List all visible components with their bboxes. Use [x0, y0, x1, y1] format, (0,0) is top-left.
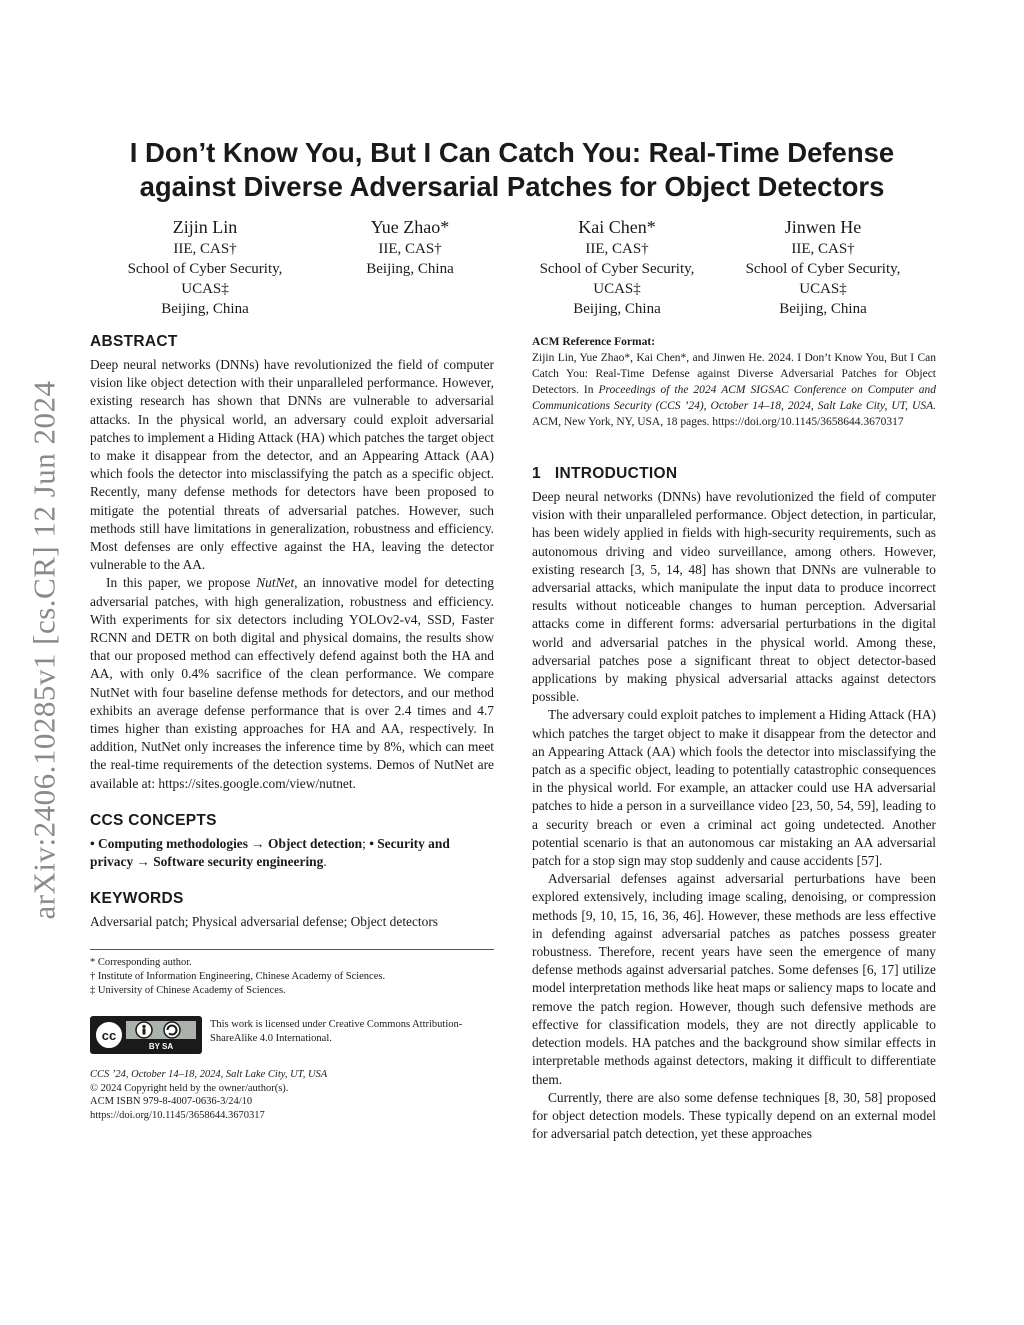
- author-affiliation: UCAS‡: [181, 281, 229, 297]
- keywords-text: Adversarial patch; Physical adversarial defense; Object detectors: [90, 914, 439, 930]
- author-affiliation: IIE, CAS†: [585, 241, 649, 257]
- author-name: Zijin Lin: [172, 217, 238, 237]
- author-block: [728, 216, 918, 319]
- right-column: [532, 336, 936, 1143]
- acm-ref-authors: Zijin Lin, Yue Zhao*, Kai Chen*, and Jinwen He. 2024. I Don’t Know You, But I Can Catch You: Real-Time Defense against Diverse Adversarial Patches for Object Detectors. In: [532, 352, 936, 396]
- arxiv-stamp: [10, 360, 80, 940]
- abstract-paragraph-1: Deep neural networks (DNNs) have revolutionized the field of computer vision like object detection with their unparalleled performance. However, existing research has shown that DNNs are vulnerable to adversarial attacks. In the physical world, an adversary could exploit adversarial patches to implement a Hiding Attack (HA) which patches the target object to make it disappear from the detector, and an Appearing Attack (AA) which fools the detector into misclassifying the patch as a specific object. Recently, many defense methods for detectors have been proposed to mitigate the potential threats of adversarial patches. However, such methods still have limitations in generalization, robustness and efficiency. Most defenses are only effective against the HA, leaving the detector vulnerable to the AA.: [90, 357, 494, 573]
- author-location: Beijing, China: [161, 301, 249, 317]
- author-affiliation: School of Cyber Security,: [745, 261, 901, 277]
- isbn: ACM ISBN 979-8-4007-0636-3/24/10: [90, 1096, 253, 1108]
- section-number: 1: [532, 465, 541, 482]
- acm-ref-proceedings: Proceedings of the 2024 ACM SIGSAC Conference on Computer and Communications Security (CCS ’24), October 14–18, 2024, Salt Lake City, UT, USA.: [532, 384, 936, 412]
- abstract-text: , an innovative model for detecting adversarial patches, with high generalization, robustness and efficiency. With experiments for six detectors including YOLOv2-v4, SSD, Faster RCNN and DETR on both digital and physical domains, the results show that our proposed method can effectively defend against both the HA and AA, with only 0.4% sacrifice of the clean performance. We compare NutNet with four baseline defense methods for detectors, and our method exhibits an average defense performance that is over 2.4 times and 4.7 times higher than existing approaches for HA and AA, respectively. In addition, NutNet only increases the inference time by 8%, which can meet the real-time requirements of the detection systems. Demos of NutNet are available at: https://sites.google.com/view/nutnet.: [90, 575, 494, 791]
- copyright: © 2024 Copyright held by the owner/author(s).: [90, 1082, 289, 1094]
- author-affiliation: School of Cyber Security,: [539, 261, 695, 277]
- footnotes: [90, 949, 494, 998]
- author-affiliation: IIE, CAS†: [378, 241, 442, 257]
- footnote: * Corresponding author.: [90, 957, 192, 969]
- footnote: ‡ University of Chinese Academy of Sciences.: [90, 985, 286, 997]
- author-name: Jinwen He: [784, 217, 862, 237]
- acm-reference-text: [532, 350, 936, 430]
- nutnet-emphasis: NutNet: [256, 575, 295, 591]
- section-title: INTRODUCTION: [554, 465, 678, 482]
- footnote: † Institute of Information Engineering, Chinese Academy of Sciences.: [90, 971, 386, 983]
- ccs-separator: ;: [362, 835, 370, 851]
- author-affiliation: School of Cyber Security,: [127, 261, 283, 277]
- author-location: Beijing, China: [779, 301, 867, 317]
- ccs-end: .: [323, 854, 327, 870]
- author-block: [325, 216, 495, 279]
- author-block: [522, 216, 712, 319]
- keywords-heading: KEYWORDS: [90, 890, 184, 908]
- abstract-text: In this paper, we propose: [106, 575, 257, 591]
- svg-text:cc: cc: [101, 1028, 117, 1044]
- author-block: [110, 216, 300, 319]
- author-name: Yue Zhao*: [370, 217, 450, 237]
- intro-paragraph-4: Currently, there are also some defense techniques [8, 30, 58] proposed for object detection models. These typically depend on an external model for adversarial patch detection, yet these approaches: [532, 1089, 936, 1142]
- author-affiliation: IIE, CAS†: [791, 241, 855, 257]
- intro-paragraph-1: Deep neural networks (DNNs) have revolutionized the field of computer vision with their unparalleled performance. Object detection, in particular, has been widely applied in fields with high-security requirements, such as autonomous driving and video surveillance, among others. However, existing research [3, 5, 14, 48] has shown that DNNs are vulnerable to adversarial attacks, which manipulate the input data to produce incorrect results without noticeable changes to human perception. Adversarial attacks come in different forms: adversarial perturbations in the digital world and adversarial patches in the physical world. Among these, adversarial patches pose a significant threat to object detector-based applications by making physical adversarial attacks against detectors possible.: [532, 489, 936, 705]
- author-location: Beijing, China: [573, 301, 661, 317]
- title-line-2: against Diverse Adversarial Patches for Object Detectors: [139, 171, 885, 202]
- intro-paragraph-3: Adversarial defenses against adversarial perturbations have been explored extensively, including image scaling, denoising, or compression methods [9, 10, 15, 16, 36, 46]. However, these methods are less effective in defending against adversarial patches as patches possess greater robustness. Therefore, recent years have seen the emergence of many defense methods against adversarial patches. Some defenses [6, 17] utilize model interpretation methods like heat maps or saliency maps to locate and remove the patch region. However, though such defensive methods are effective for classification models, they are not directly applicable to detection models. HA patches and the background show similar effects in interpretable methods against detectors, making it difficult to differentiate them.: [532, 871, 936, 1087]
- cc-by-sa-badge[interactable]: [90, 1016, 202, 1054]
- ccs-concepts: [90, 835, 494, 871]
- introduction-heading: [532, 464, 936, 484]
- ccs-heading: CCS CONCEPTS: [90, 811, 217, 829]
- venue: CCS ’24, October 14–18, 2024, Salt Lake City, UT, USA: [90, 1069, 328, 1081]
- author-name: Kai Chen*: [578, 217, 656, 237]
- abstract-heading: ABSTRACT: [90, 333, 178, 350]
- license-block: [90, 1016, 494, 1054]
- left-column: [90, 332, 494, 1122]
- intro-paragraph-2: The adversary could exploit patches to implement a Hiding Attack (HA) which patches the target object to make it disappear from the detector and an Appearing Attack (AA) which fools the detector into misclassifying the patch as a specific object, leading to potentially catastrophic consequences in the physical world. For example, an attacker could use HA adversarial patches to hide a person in a surveillance video [23, 50, 54, 59], leading to a security breach or even a criminal act going undetected. Another potential scenario is that an autonomous car mistaking an AA adversarial patch for a stop sign may stop suddenly and cause accidents [57].: [532, 707, 936, 869]
- cc-badge-label: BY SA: [148, 1042, 174, 1052]
- license-text: This work is licensed under Creative Commons Attribution-ShareAlike 4.0 International.: [210, 1019, 463, 1045]
- publication-info: [90, 1068, 494, 1122]
- ccs-item: • Computing methodologies → Object detection: [90, 835, 363, 851]
- acm-ref-publisher: ACM, New York, NY, USA, 18 pages. https://doi.org/10.1145/3658644.3670317: [532, 416, 904, 428]
- author-affiliation: UCAS‡: [799, 281, 847, 297]
- paper-title: [80, 136, 944, 204]
- doi-link[interactable]: https://doi.org/10.1145/3658644.3670317: [90, 1109, 265, 1121]
- ccs-item: • Security and privacy → Software security engineering: [90, 835, 450, 870]
- author-affiliation: IIE, CAS†: [173, 241, 237, 257]
- arxiv-stamp-text: arXiv:2406.10285v1 [cs.CR] 12 Jun 2024: [27, 380, 62, 920]
- acm-reference-heading: ACM Reference Format:: [532, 336, 656, 348]
- author-location: Beijing, China: [366, 261, 454, 277]
- title-line-1: I Don’t Know You, But I Can Catch You: Real-Time Defense: [129, 137, 895, 168]
- abstract-paragraph-2: [90, 574, 494, 792]
- cc-logo-icon: [94, 1019, 198, 1051]
- author-affiliation: UCAS‡: [593, 281, 641, 297]
